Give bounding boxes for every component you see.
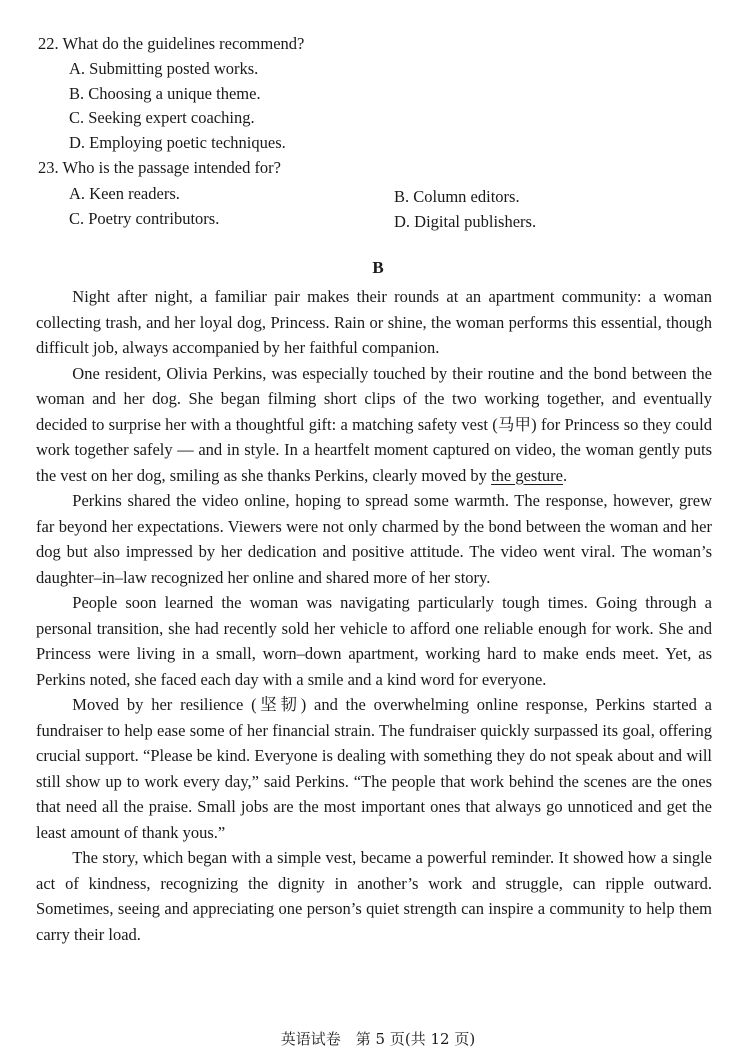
q22-option-a: A. Submitting posted works.: [69, 59, 259, 78]
q22-option-b: B. Choosing a unique theme.: [69, 84, 261, 103]
paragraph-2-text: One resident, Olivia Perkins, was especially touched by their routine and the bond between the woman and her dog. She began filming short clips of the two working together, and eventually decided to surprise her with a thoughtful gift: a matching safety vest (马甲) for Princess so they could work together safely — and in style. In a heartfelt moment captured on video, the woman gently puts the vest on her dog, smiling as she thanks Perkins, clearly moved by: [36, 363, 712, 485]
paragraph-1: Night after night, a familiar pair makes their rounds at an apartment community: a woman collecting trash, and her loyal dog, Princess. Rain or shine, the woman performs this essential, though difficult job, always accompanied by her faithful companion.: [36, 287, 712, 357]
q23-option-c: C. Poetry contributors.: [69, 209, 220, 228]
paragraph-2-end: .: [563, 465, 568, 485]
reading-passage: [36, 284, 712, 947]
q22-option-c: C. Seeking expert coaching.: [69, 108, 255, 127]
paragraph-6: The story, which began with a simple vest, became a powerful reminder. It showed how a single act of kindness, recognizing the dignity in another’s work and struggle, can ripple outward. Sometimes, seeing and appreciating one person’s quiet strength can inspire a community to help them carry their load.: [36, 848, 712, 944]
question-23-stem: 23. Who is the passage intended for?: [38, 158, 282, 177]
paragraph-4: People soon learned the woman was navigating particularly tough times. Going through a personal transition, she had recently sold her vehicle to afford one reliable enough for work. She and Princess were living in a small, worn–down apartment, working hard to make ends meet. Yet, as Perkins noted, she faced each day with a smile and a kind word for everyone.: [36, 593, 712, 689]
q23-option-a: A. Keen readers.: [69, 184, 180, 203]
paragraph-5: Moved by her resilience (坚韧) and the overwhelming online response, Perkins started a fundraiser to help ease some of her financial strain. The fundraiser quickly surpassed its goal, offering crucial support. “Please be kind. Everyone is dealing with something they do not speak about and will still show up to work every day,” said Perkins. “The people that work behind the scenes are the ones that need all the praise. Small jobs are the most important ones that always go unnoticed and get the least amount of thank yous.”: [36, 695, 712, 842]
question-22-stem: 22. What do the guidelines recommend?: [38, 34, 305, 53]
paragraph-2: [36, 361, 712, 489]
section-heading: B: [372, 258, 384, 277]
page-footer: 英语试卷 第 5 页(共 12 页): [280, 1030, 476, 1048]
q23-option-d: D. Digital publishers.: [394, 212, 537, 231]
q22-option-d: D. Employing poetic techniques.: [69, 133, 286, 152]
q23-option-b: B. Column editors.: [394, 187, 520, 206]
paragraph-3: Perkins shared the video online, hoping to spread some warmth. The response, however, grew far beyond her expectations. Viewers were not only charmed by the bond between the woman and her dog but also impressed by her dedication and positive attitude. The video went viral. The woman’s daughter–in–law recognized her online and shared more of her story.: [36, 491, 712, 587]
underlined-phrase: the gesture: [491, 465, 563, 485]
